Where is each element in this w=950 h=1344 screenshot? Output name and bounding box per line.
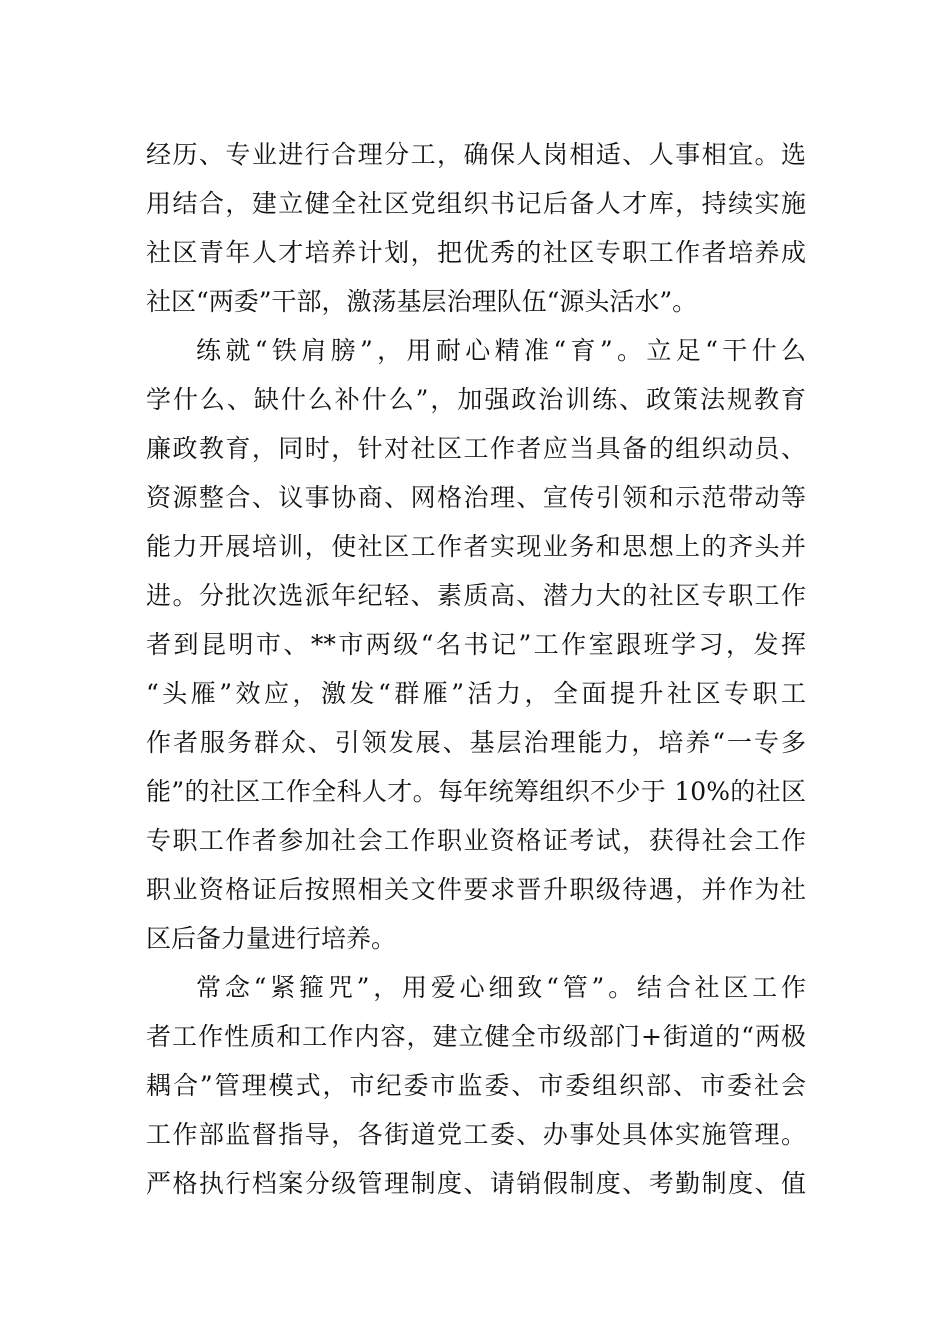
text-line: 工作部监督指导，各街道党工委、办事处具体实施管理。 (146, 1120, 806, 1149)
paragraph-start-line: 常念“紧箍咒”，用爱心细致“管”。结合社区工作 (196, 973, 806, 1002)
text-line: “头雁”效应，激发“群雁”活力，全面提升社区专职工 (146, 679, 806, 708)
text-line: 廉政教育，同时，针对社区工作者应当具备的组织动员、 (146, 434, 806, 463)
text-line: 社区“两委”干部，激荡基层治理队伍“源头活水”。 (146, 287, 698, 316)
text-line: 经历、专业进行合理分工，确保人岗相适、人事相宜。选 (146, 140, 806, 169)
text-line: 进。分批次选派年纪轻、素质高、潜力大的社区专职工作 (146, 581, 806, 610)
text-line: 专职工作者参加社会工作职业资格证考试，获得社会工作 (146, 826, 806, 855)
text-line: 作者服务群众、引领发展、基层治理能力，培养“一专多 (146, 728, 806, 757)
body-text (146, 130, 806, 1208)
text-line: 资源整合、议事协商、网格治理、宣传引领和示范带动等 (146, 483, 806, 512)
text-line: 者工作性质和工作内容，建立健全市级部门+街道的“两极 (146, 1022, 806, 1051)
text-line: 严格执行档案分级管理制度、请销假制度、考勤制度、值 (146, 1169, 806, 1198)
text-line: 耦合”管理模式，市纪委市监委、市委组织部、市委社会 (146, 1071, 806, 1100)
text-line: 区后备力量进行培养。 (146, 924, 397, 953)
text-line: 社区青年人才培养计划，把优秀的社区专职工作者培养成 (146, 238, 806, 267)
text-line: 能力开展培训，使社区工作者实现业务和思想上的齐头并 (146, 532, 806, 561)
text-line: 能”的社区工作全科人才。每年统筹组织不少于 10%的社区 (146, 777, 806, 806)
paragraph-start-line: 练就“铁肩膀”，用耐心精准“育”。立足“干什么 (196, 336, 806, 365)
text-line: 者到昆明市、**市两级“名书记”工作室跟班学习，发挥 (146, 630, 806, 659)
text-line: 用结合，建立健全社区党组织书记后备人才库，持续实施 (146, 189, 806, 218)
text-line: 学什么、缺什么补什么”，加强政治训练、政策法规教育 (146, 385, 806, 414)
text-line: 职业资格证后按照相关文件要求晋升职级待遇，并作为社 (146, 875, 806, 904)
